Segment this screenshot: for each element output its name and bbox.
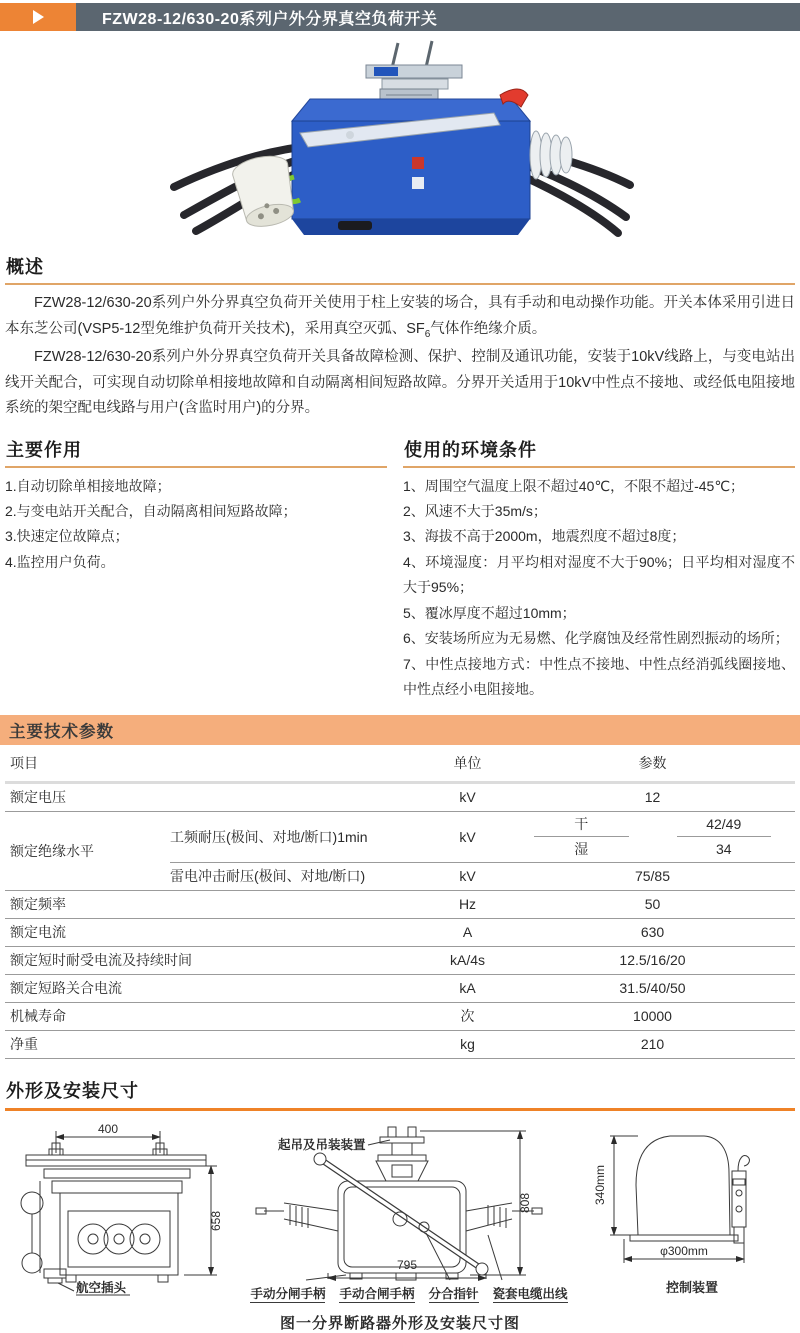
row-item: 机械寿命 [10,1008,66,1025]
row-unit: kV [459,789,476,806]
power-frequency-unit: kV [459,828,476,845]
environment-rule [403,466,795,468]
play-arrow-icon [33,10,44,24]
col-header-unit: 单位 [453,754,482,771]
front-view-drawing [250,1123,567,1303]
wet-row [510,837,795,862]
insulation-body [170,812,795,890]
product-photo-illustration [160,37,640,242]
row-value: 210 [640,1036,665,1053]
power-frequency-name: 工频耐压(极间、对地/断口)1min [170,828,368,845]
table-row-short-time-current [5,947,795,975]
table-row-rated-frequency [5,891,795,919]
function-item: 3.快速定位故障点； [5,528,129,545]
control-device-label: 控制装置 [665,1279,718,1295]
table-row-insulation-level [5,812,795,891]
table-row-rated-voltage [5,784,795,812]
functions-rule [5,466,387,468]
insulation-label: 额定绝缘水平 [10,842,94,859]
environment-item: 7、中性点接地方式：中性点不接地、中性点经消弧线圈接地、中性点经小电阻接地。 [403,655,795,698]
overview-paragraph-2: FZW28-12/630-20系列户外分界真空负荷开关具备故障检测、保护、控制及通讯功能，安装于10kV线路上，与变电站出线开关配合，可实现自动切除单相接地故障和自动隔离相间短路故障。分界开关适用于10kV中性点不接地、或经低电阻接地系统的架空配电线路与用户(含监时用户)的分界。 [5,349,795,417]
row-item: 额定短时耐受电流及持续时间 [10,952,192,969]
environment-item: 5、覆冰厚度不超过10mm； [403,604,576,621]
function-item: 1.自动切除单相接地故障； [5,477,171,494]
parameters-banner-title: 主要技术参数 [9,722,114,741]
row-item: 额定电流 [10,924,66,941]
wet-value: 34 [715,841,732,858]
col-header-value: 参数 [638,754,667,771]
control-width-dim: φ300mm [660,1243,708,1258]
overview-paragraph-1-text: FZW28-12/630-20系列户外分界真空负荷开关使用于柱上安装的场合，具有手动和电动操作功能。开关本体采用引进日本东芝公司(VSP5-12型免维护负荷开关技术)，采用真空灭弧、SF [5,295,795,337]
environment-item: 1、周围空气温度上限不超过40℃，不限不超过-45℃； [403,477,745,494]
dry-wet-values [510,812,795,862]
header-accent-block [0,3,76,31]
dry-row [510,812,795,837]
dry-value: 42/49 [677,812,772,837]
dry-label: 干 [534,812,629,837]
overview-heading: 概述 [6,257,44,277]
power-frequency-row [170,812,795,862]
overview-paragraph-1 [5,291,795,343]
functions-heading: 主要作用 [6,439,82,460]
side-view-width-dim: 400 [97,1122,119,1136]
row-value: 50 [644,896,661,913]
lightning-value: 75/85 [634,868,671,885]
header-title-bar [76,3,800,31]
control-device-svg [592,1123,792,1268]
aviation-plug-label: 航空插头 [76,1280,127,1295]
table-row-making-current [5,975,795,1003]
row-value: 630 [640,924,665,941]
control-device-drawing [592,1123,792,1296]
parameters-table [0,745,800,1059]
sf6-subscript: 6 [424,328,431,340]
front-view-svg [250,1123,550,1281]
row-item: 净重 [10,1036,38,1053]
row-value: 12.5/16/20 [619,952,686,969]
lightning-name: 雷电冲击耐压(极间、对地/断口) [170,868,366,885]
environment-item: 2、风速不大于35m/s； [403,503,547,520]
environment-item: 3、海拔不高于2000m，地震烈度不超过8度； [403,528,686,545]
row-item: 额定频率 [10,896,66,913]
parameters-banner [0,715,800,745]
cable-outlet-label: 瓷套电缆出线 [493,1284,568,1303]
page-header [0,3,800,31]
front-view-height-dim: 808 [518,1192,533,1213]
table-row-net-weight [5,1031,795,1059]
lightning-unit: kV [459,868,476,885]
overview-paragraph-1-tail: 气体作绝缘介质。 [430,320,547,337]
row-unit: 次 [460,1008,475,1025]
manual-close-handle-label: 手动合闸手柄 [339,1284,414,1303]
side-view-svg [8,1123,226,1299]
dimensions-rule [5,1108,795,1111]
front-view-labels [250,1284,567,1303]
function-item: 2.与变电站开关配合，自动隔离相间短路故障； [5,503,297,520]
side-view-drawing [8,1123,226,1304]
overview-section [0,249,800,422]
position-pointer-label: 分合指针 [429,1284,479,1303]
row-unit: kA/4s [449,952,485,969]
wet-label: 湿 [574,841,589,858]
table-row-rated-current [5,919,795,947]
lightning-impulse-row [170,862,795,890]
drawings-row [0,1119,800,1304]
environment-column [403,432,795,703]
switch-body [292,99,530,235]
row-item: 额定电压 [10,789,66,806]
control-height-dim: 340mm [593,1164,607,1205]
environment-item: 6、安装场所应为无易燃、化学腐蚀及经常性剧烈振动的场所； [403,630,789,647]
dimensions-heading: 外形及安装尺寸 [6,1080,139,1101]
row-unit: kg [460,1036,475,1053]
manual-open-handle-label: 手动分闸手柄 [250,1284,325,1303]
environment-item: 4、环境湿度：月平均相对湿度不大于90%；日平均相对湿度不大于95%； [403,553,795,596]
row-item: 额定短路关合电流 [10,980,122,997]
row-unit: A [462,924,473,941]
col-header-item: 项目 [10,754,38,771]
side-view-height-dim: 658 [209,1210,223,1231]
row-unit: kA [459,980,476,997]
table-header-row [5,745,795,784]
dimensions-section [0,1073,800,1111]
row-unit: Hz [458,896,477,913]
row-value: 10000 [633,1008,672,1025]
row-value: 12 [644,789,661,806]
overview-rule [5,283,795,285]
page-title: FZW28-12/630-20系列户外分界真空负荷开关 [102,10,438,28]
table-row-mechanical-life [5,1003,795,1031]
two-column-section [0,432,800,703]
function-item: 4.监控用户负荷。 [5,553,115,570]
front-view-width-dim: 795 [397,1257,418,1272]
functions-column [5,432,387,703]
lifting-device-label: 起吊及吊装装置 [278,1137,366,1152]
environment-heading: 使用的环境条件 [404,439,537,460]
row-value: 31.5/40/50 [619,980,686,997]
figure-caption: 图一分界断路器外形及安装尺寸图 [279,1314,520,1332]
product-photo [160,37,640,247]
